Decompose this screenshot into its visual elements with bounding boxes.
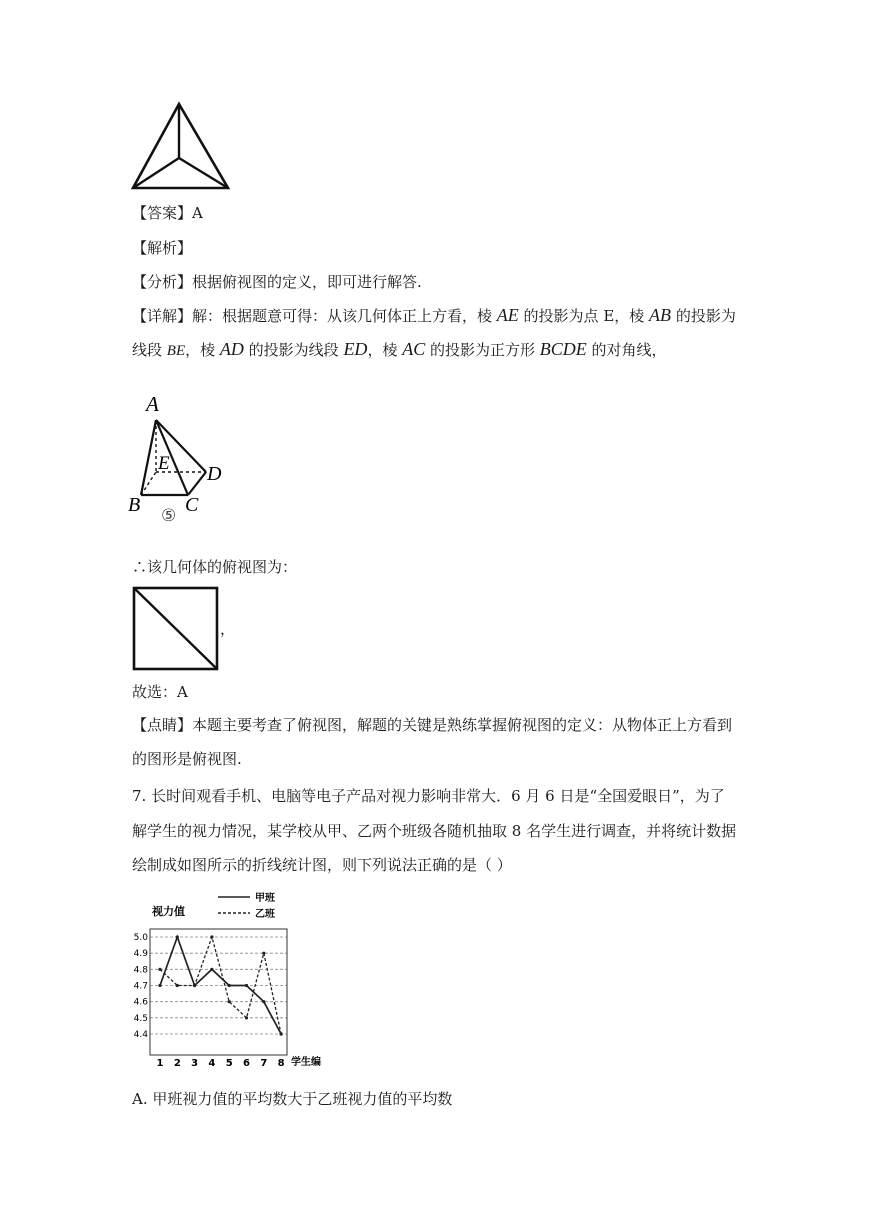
detail-line-1	[132, 305, 736, 326]
segment-ed: ED	[343, 339, 368, 359]
triangle-outline	[133, 104, 228, 188]
series-1-point-6	[245, 984, 248, 987]
edge-ac: AC	[402, 339, 426, 359]
answer-line: 【答案】A	[132, 204, 203, 222]
series-1-point-5	[228, 984, 231, 987]
legend-series-1: 甲班	[255, 893, 275, 904]
chart-xlabel: 学生编	[291, 1057, 321, 1068]
x-tick-label-1: 1	[156, 1058, 164, 1069]
edge-ad: AD	[219, 339, 244, 359]
triangle-figure	[130, 100, 232, 192]
y-tick-label-4: 4.8	[133, 965, 148, 976]
detail-line2-a: 线段	[132, 341, 167, 359]
x-tick-label-3: 3	[191, 1058, 199, 1069]
detail-mid2: ，棱	[185, 341, 220, 359]
edge-ab: AB	[649, 305, 672, 325]
question-7-line-2: 解学生的视力情况，某学校从甲、乙两个班级各随机抽取 8 名学生进行调查，并将统计数据	[132, 822, 737, 840]
detail-mid3: 的投影为线段	[243, 341, 344, 359]
chart-frame	[150, 929, 287, 1055]
dianjing-line-2: 的图形是俯视图.	[132, 750, 242, 768]
y-tick-label-3: 4.7	[133, 981, 148, 992]
label-a: A	[146, 392, 159, 416]
figure-comma: ，	[220, 620, 236, 638]
analysis-fenxi: 【分析】根据俯视图的定义，即可进行解答.	[132, 273, 422, 291]
detail-mid1: 的投影为点 E，棱	[518, 307, 650, 325]
x-tick-label-7: 7	[260, 1058, 268, 1069]
pyramid-edge-cd	[188, 472, 206, 495]
x-tick-label-4: 4	[208, 1058, 216, 1069]
option-a: A. 甲班视力值的平均数大于乙班视力值的平均数	[132, 1090, 453, 1108]
series-1-point-7	[262, 1000, 265, 1003]
pyramid-figure	[126, 392, 230, 524]
x-tick-label-5: 5	[225, 1058, 233, 1069]
y-tick-label-0: 4.4	[133, 1030, 148, 1040]
chart-ylabel: 视力值	[152, 905, 185, 918]
square-bcde: BCDE	[539, 339, 587, 359]
label-c: C	[185, 494, 199, 516]
question-7-line-1: 7. 长时间观看手机、电脑等电子产品对视力影响非常大．6 月 6 日是“全国爱眼日”，为了	[132, 787, 725, 805]
label-d: D	[207, 463, 222, 485]
detail-tail2: 的对角线，	[586, 341, 667, 359]
series-1-point-4	[210, 968, 213, 971]
detail-prefix: 【详解】解：根据题意可得：从该几何体正上方看，棱	[132, 307, 497, 325]
y-tick-label-2: 4.6	[133, 997, 148, 1008]
choice-line: 故选：A	[132, 683, 188, 701]
square-figure	[131, 585, 223, 673]
series-1-point-1	[158, 984, 161, 987]
detail-line-2	[132, 339, 667, 361]
series-2-point-4	[210, 935, 213, 938]
legend-series-2: 乙班	[255, 909, 275, 920]
question-7-line-3: 绘制成如图所示的折线统计图，则下列说法正确的是（ ）	[132, 856, 512, 874]
series-1-point-2	[176, 935, 179, 938]
square-diagonal	[134, 588, 217, 669]
series-2-point-7	[262, 952, 265, 955]
x-tick-label-8: 8	[277, 1058, 285, 1069]
y-tick-label-1: 4.5	[133, 1013, 148, 1024]
detail-mid5: 的投影为正方形	[425, 341, 540, 359]
edge-ae: AE	[496, 305, 519, 325]
vision-line-chart	[133, 885, 338, 1075]
series-2-point-2	[176, 984, 179, 987]
series-2-point-3	[193, 984, 196, 987]
segment-be: BE	[166, 343, 186, 359]
series-2-point-1	[158, 968, 161, 971]
series-2-point-6	[245, 1016, 248, 1019]
x-tick-label-2: 2	[173, 1058, 181, 1069]
series-2-point-5	[228, 1000, 231, 1003]
label-e: E	[158, 453, 170, 474]
dianjing-line-1: 【点睛】本题主要考查了俯视图，解题的关键是熟练掌握俯视图的定义：从物体正上方看到	[132, 716, 733, 734]
analysis-header: 【解析】	[132, 239, 193, 257]
therefore-line: ∴该几何体的俯视图为：	[132, 558, 298, 576]
label-b: B	[128, 494, 141, 516]
series-2-point-8	[280, 1032, 283, 1035]
label-circle-5: ⑤	[161, 506, 177, 526]
detail-tail1: 的投影为	[671, 307, 736, 325]
detail-mid4: ，棱	[367, 341, 403, 359]
x-tick-label-6: 6	[243, 1058, 250, 1069]
y-tick-label-6: 5.0	[133, 933, 148, 943]
y-tick-label-5: 4.9	[133, 949, 148, 960]
